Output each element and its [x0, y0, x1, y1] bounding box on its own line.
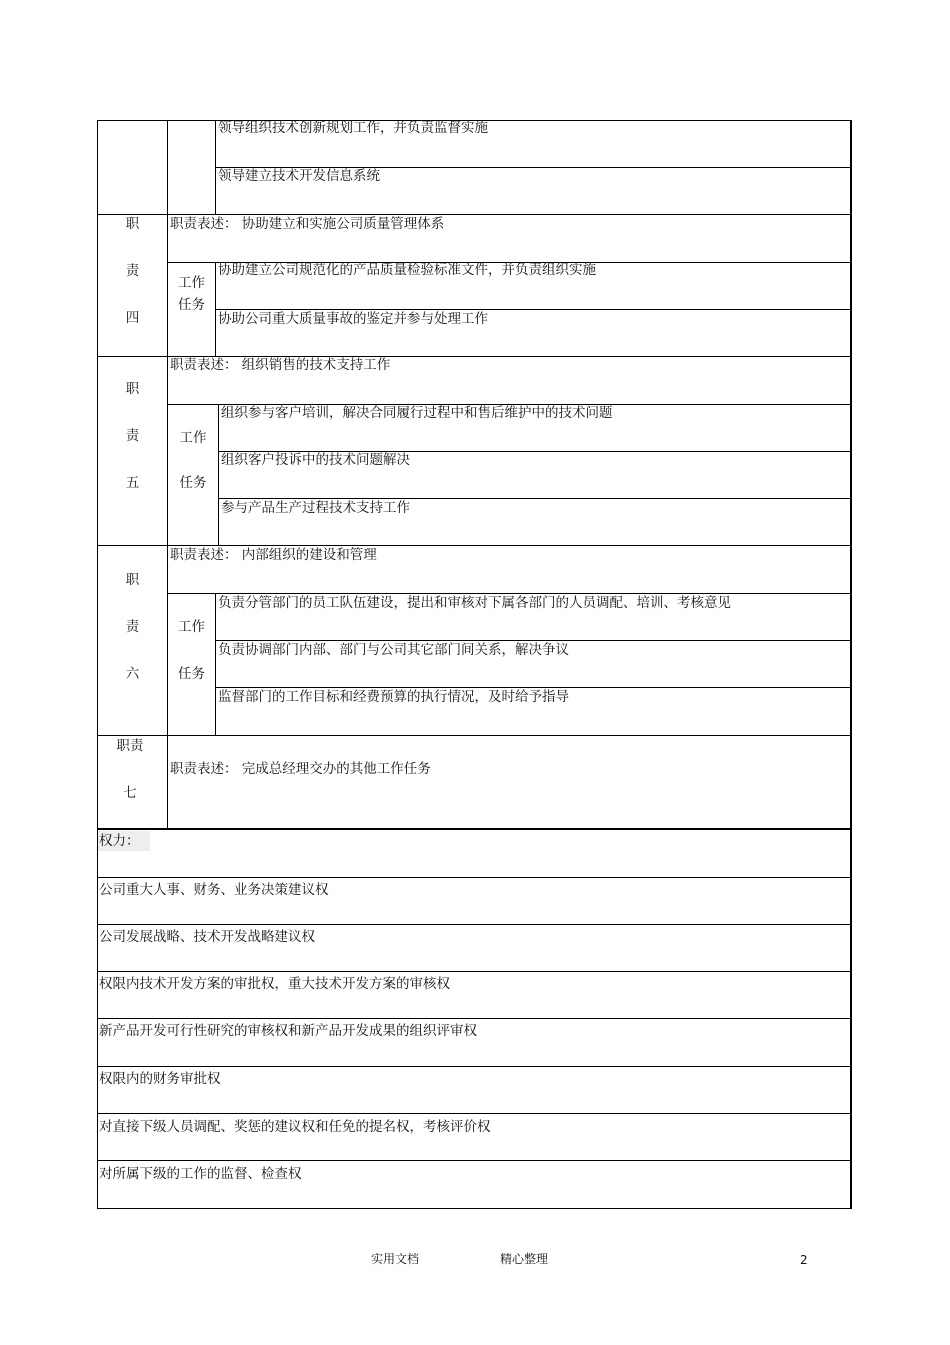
- task-text: 参与产品生产过程技术支持工作: [221, 500, 410, 516]
- task-label: 任务: [178, 297, 205, 313]
- authority-item: 公司发展战略、技术开发战略建议权: [99, 929, 315, 945]
- task-label: 工作: [178, 619, 205, 635]
- task-text: 组织参与客户培训，解决合同履行过程中和售后维护中的技术问题: [221, 405, 613, 421]
- authority-item: 对直接下级人员调配、奖惩的建议权和任免的提名权，考核评价权: [99, 1119, 491, 1135]
- duty-description: 职责表述： 协助建立和实施公司质量管理体系: [170, 216, 445, 232]
- duty-description: 职责表述： 内部组织的建设和管理: [170, 547, 377, 563]
- duty-label-char: 职: [125, 572, 140, 588]
- task-text: 领导建立技术开发信息系统: [218, 168, 380, 184]
- duty-label-char: 职: [125, 216, 140, 232]
- duty-label-char: 职责: [116, 738, 144, 754]
- task-text: 协助建立公司规范化的产品质量检验标准文件，并负责组织实施: [218, 262, 596, 278]
- duty-description: 职责表述： 完成总经理交办的其他工作任务: [170, 761, 431, 777]
- task-label: 工作: [179, 430, 207, 446]
- footer-middle-text: 精心整理: [500, 1252, 549, 1266]
- duty-label-char: 五: [125, 475, 140, 491]
- task-text: 负责分管部门的员工队伍建设，提出和审核对下属各部门的人员调配、培训、考核意见: [218, 595, 731, 611]
- task-text: 监督部门的工作目标和经费预算的执行情况，及时给予指导: [218, 689, 569, 705]
- authority-item: 公司重大人事、财务、业务决策建议权: [99, 882, 329, 898]
- task-text: 组织客户投诉中的技术问题解决: [221, 452, 410, 468]
- duty-label-char: 责: [125, 428, 140, 444]
- authority-item: 新产品开发可行性研究的审核权和新产品开发成果的组织评审权: [99, 1023, 477, 1039]
- authority-item: 权限内的财务审批权: [99, 1071, 221, 1087]
- task-text: 负责协调部门内部、部门与公司其它部门间关系，解决争议: [218, 642, 569, 658]
- task-label: 工作: [178, 275, 205, 291]
- duty-label-char: 七: [123, 785, 137, 801]
- duty-label-char: 六: [125, 666, 140, 682]
- task-label: 任务: [179, 475, 207, 491]
- duty-label-char: 责: [125, 263, 140, 279]
- duty-label-char: 四: [125, 310, 140, 326]
- duty-description: 职责表述： 组织销售的技术支持工作: [170, 357, 391, 373]
- page-number: 2: [800, 1253, 808, 1267]
- task-text: 领导组织技术创新规划工作，并负责监督实施: [218, 120, 488, 136]
- authority-item: 对所属下级的工作的监督、检查权: [99, 1166, 302, 1182]
- duty-label-char: 职: [125, 381, 140, 397]
- authority-item: 权限内技术开发方案的审批权，重大技术开发方案的审核权: [99, 976, 450, 992]
- authority-heading: 权力：: [99, 833, 140, 849]
- task-text: 协助公司重大质量事故的鉴定并参与处理工作: [218, 311, 488, 327]
- task-label: 任务: [178, 666, 205, 682]
- duty-label-char: 责: [125, 619, 140, 635]
- footer-left-text: 实用文档: [371, 1252, 420, 1266]
